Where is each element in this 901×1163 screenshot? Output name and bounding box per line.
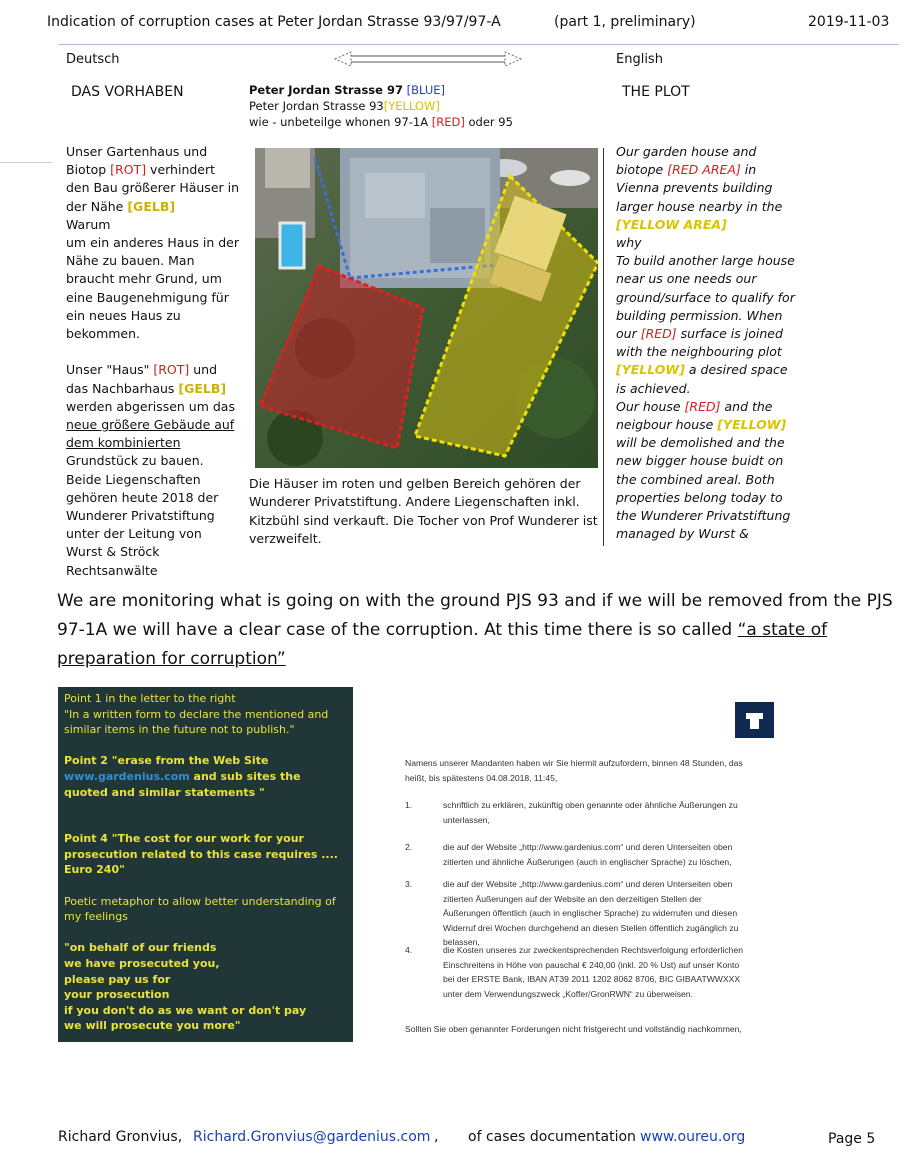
monitoring-paragraph: We are monitoring what is going on with the ground PJS 93 and if we will be removed from the PJS 97-1A we will have a clear case of the corruption. At this time there is so called “a state of preparation for corruption” [57,591,893,669]
legend-line-blue: Peter Jordan Strasse 97 [BLUE] [249,83,445,97]
letter-excerpt [405,756,745,1042]
section-title-de: DAS VORHABEN [71,84,184,100]
point-1-quote: "In a written form to declare the mentioned and similar items in the future not to publish." [64,707,329,737]
footer-text: of cases documentation [468,1129,636,1145]
margin-rule [0,162,52,163]
letter-intro: Namens unserer Mandanten haben wir Sie hiermit aufzufordern, binnen 48 Stunden, das heißt, bis spätestens 04.08.2018, 11:45, [405,758,743,783]
footer-comma: , [434,1129,439,1145]
footer-email-link[interactable]: Richard.Gronvius@gardenius.com [193,1129,431,1145]
footer-author: Richard Gronvius, [58,1129,183,1145]
german-text: Unser Gartenhaus und Biotop [ROT] verhindert den Bau größerer Häuser in der Nähe [GELB] Warum um ein anderes Haus in der Nähe zu bauen. Man braucht mehr Grund, um eine Baugenehmigung für ein neues Haus zu bekommen. Unser "Haus" [ROT] und das Nachbarhaus [GELB] werden abgerissen um das neue größere Gebäude auf dem kombinierten Grundstück zu bauen. Beide Liegenschaften gehören heute 2018 der Wunderer Privatstiftung unter der Leitung von Wurst & Ströck Rechtsanwälte [66,144,240,578]
double-arrow-icon [333,50,523,68]
section-title-en: THE PLOT [622,84,690,100]
letter-item: 2. die auf der Website „http://www.gardenius.com“ und deren Unterseiten oben zitierten und ähnliche Äußerungen (auch in englischer Sprache) zu löschen, [405,842,733,867]
point-1-title: Point 1 in the letter to the right [64,692,236,705]
english-text: Our garden house and biotope [RED AREA] in Vienna prevents building larger house nearby in the [YELLOW AREA] why To build another large house near us one needs our ground/surface to qualify for building permission. When our [RED] surface is joined with the neighbouring plot [YELLOW] a desired space is achieved. Our house [RED] and the neigbour house [YELLOW] will be demolished and the new bigger house buidt on the combined areal. Both properties belong today to the Wunderer Privatstiftung managed by Wurst & [616,144,795,542]
language-label-en: English [616,52,663,67]
poetic-note: Poetic metaphor to allow better understanding of my feelings [64,894,336,924]
gardenius-link[interactable]: www.gardenius.com [64,769,190,783]
letter-closing: Sollten Sie oben genannter Forderungen nicht fristgerecht und vollständig nachkommen, [405,1024,742,1034]
legend-line-red: wie - unbeteilge whonen 97-1A [RED] oder 95 [249,115,513,129]
document-date: 2019-11-03 [808,14,890,30]
logo-icon [735,702,774,738]
footer-site-link[interactable]: www.oureu.org [640,1129,746,1145]
poem: "on behalf of our friends we have prosecuted you, please pay us for your prosecution if you don't do as we want or don't pay we will prosecute you more" [64,941,307,1033]
plot-legend [249,82,569,130]
page-number: Page 5 [828,1131,876,1147]
column-divider [603,148,604,546]
language-label-de: Deutsch [66,52,120,67]
legend-line-yellow: Peter Jordan Strasse 93[YELLOW] [249,99,440,113]
aerial-plot-image [255,148,598,468]
letter-item: 1. schriftlich zu erklären, zukünftig oben genannte oder ähnliche Äußerungen zu unterlassen, [405,800,738,825]
document-subtitle: (part 1, preliminary) [554,14,696,30]
header-rule [58,44,899,45]
annotation-panel: Point 1 in the letter to the right "In a written form to declare the mentioned and similar items in the future not to publish." Point 2 "erase from the Web Site www.gardenius.com and sub sites the quoted and similar statements " Point 4 "The cost for our work for your prosecution related to this case requires .... Euro 240" Poetic metaphor to allow better understanding of my feelings "on behalf of our friends we have prosecuted you, please pay us for your prosecution if you don't do as we want or don't pay we will prosecute you more" [58,687,353,1042]
letter-item: 3. die auf der Website „http://www.gardenius.com“ und deren Unterseiten oben zitierten Äußerungen auf der Website an den derzeitigen Stellen der Äußerungen öffentlich (auch in englischer Sprache) zu widerrufen und diesen Widerruf drei Wochen durchgehend an diesen Stellen öffentlich zugänglich zu belassen, [405,879,739,947]
point-4: Point 4 "The cost for our work for your prosecution related to this case requires .... Euro 240" [64,832,338,877]
image-caption: Die Häuser im roten und gelben Bereich gehören der Wunderer Privatstiftung. Andere Liegenschaften inkl. Kitzbühl sind verkauft. Die Tocher von Prof Wunderer ist verzweifelt. [249,476,598,547]
letter-item: 4. die Kosten unseres zur zweckentsprechenden Rechtsverfolgung erforderlichen Einschreitens in Höhe von pauschal € 240,00 (inkl. 20 % Ust) auf unser Konto bei der ERSTE Bank, IBAN AT39 2011 1202 8062 8706, BIC GIBAATWWXXX unter dem Verwendungszweck „Koffer/GronRWN“ zu überweisen. [405,945,743,999]
law-firm-logo [735,702,774,738]
document-title: Indication of corruption cases at Peter Jordan Strasse 93/97/97-A [47,14,501,30]
